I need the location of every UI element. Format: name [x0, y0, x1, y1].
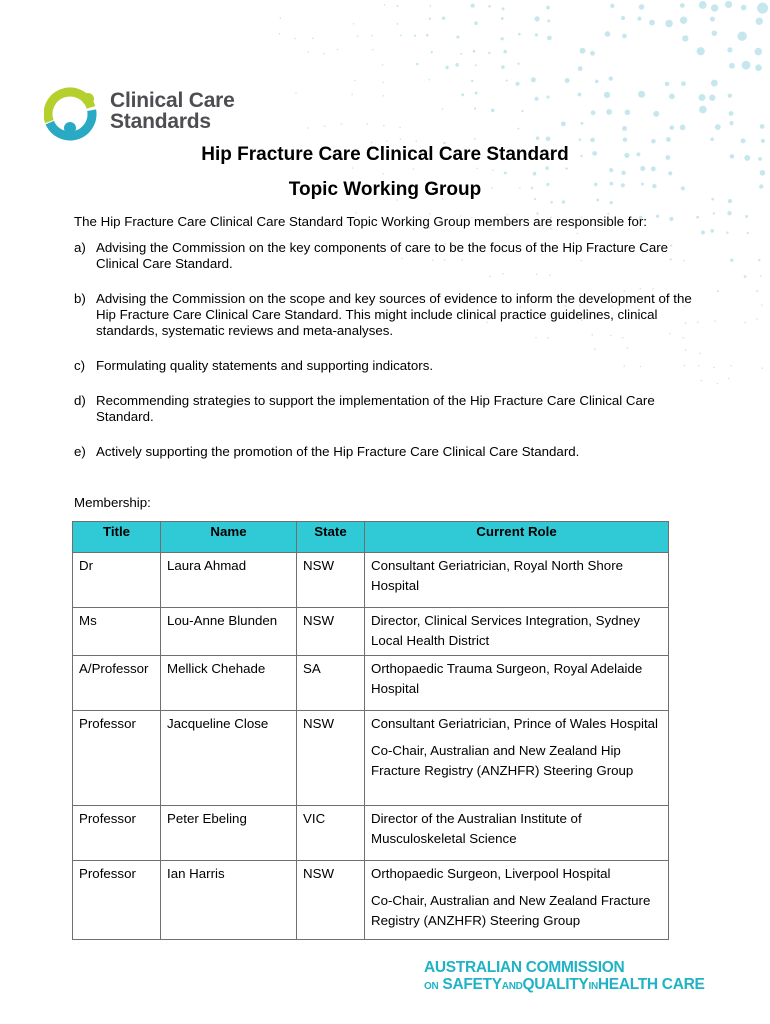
membership-table — [72, 521, 669, 940]
commission-logo — [424, 960, 724, 995]
commission-logo-line1: AUSTRALIAN COMMISSION — [424, 959, 625, 976]
cell-title: Professor — [73, 806, 161, 861]
role-text: Director, Clinical Services Integration, Sydney Local Health District — [371, 613, 641, 648]
list-marker: d) — [74, 393, 86, 408]
list-item-text: Actively supporting the promotion of the Hip Fracture Care Clinical Care Standard. — [96, 444, 580, 459]
cell-state: VIC — [297, 806, 365, 861]
logo-text-line2: Standards — [110, 110, 211, 133]
list-item — [74, 291, 704, 339]
logo-text-line1: Clinical Care — [110, 89, 235, 112]
role-text: Consultant Geriatrician, Royal North Shore Hospital — [371, 558, 624, 593]
table-row — [73, 861, 669, 940]
column-header-state: State — [297, 522, 365, 553]
role-text: Co-Chair, Australian and New Zealand Fracture Registry (ANZHFR) Steering Group — [371, 893, 651, 928]
responsibilities-list — [74, 240, 704, 460]
table-row — [73, 711, 669, 806]
list-marker: e) — [74, 444, 86, 459]
cell-name: Lou-Anne Blunden — [161, 608, 297, 656]
list-marker: a) — [74, 240, 86, 255]
page-subtitle: Topic Working Group — [288, 179, 482, 200]
cell-current-role — [365, 711, 669, 806]
cell-state: NSW — [297, 608, 365, 656]
role-text: Consultant Geriatrician, Prince of Wales Hospital — [371, 716, 658, 731]
cell-title: Dr — [73, 553, 161, 608]
cell-title: Ms — [73, 608, 161, 656]
list-marker: b) — [74, 291, 86, 306]
list-item — [74, 444, 704, 460]
membership-label: Membership: — [74, 495, 151, 510]
column-header-title: Title — [73, 522, 161, 553]
role-text: Director of the Australian Institute of Musculoskeletal Science — [371, 811, 582, 846]
cell-name: Laura Ahmad — [161, 553, 297, 608]
table-row — [73, 608, 669, 656]
cell-state: NSW — [297, 861, 365, 940]
list-item-text: Recommending strategies to support the implementation of the Hip Fracture Care Clinical Care Standard. — [96, 393, 655, 424]
cell-current-role — [365, 806, 669, 861]
table-header-row — [73, 522, 669, 553]
cell-name: Mellick Chehade — [161, 656, 297, 711]
page-title: Hip Fracture Care Clinical Care Standard — [201, 144, 569, 165]
cell-name: Peter Ebeling — [161, 806, 297, 861]
cell-current-role — [365, 608, 669, 656]
cell-current-role — [365, 656, 669, 711]
list-item-text: Advising the Commission on the key components of care to be the focus of the Hip Fracture Care Clinical Care Standard. — [96, 240, 669, 271]
column-header-current-role: Current Role — [365, 522, 669, 553]
cell-title: Professor — [73, 861, 161, 940]
role-text: Orthopaedic Surgeon, Liverpool Hospital — [371, 866, 611, 881]
commission-logo-line2: ON SAFETYANDQUALITYINHEALTH CARE — [424, 976, 705, 993]
table-row — [73, 553, 669, 608]
clinical-care-standards-logo — [44, 84, 254, 144]
table-row — [73, 656, 669, 711]
list-item — [74, 358, 704, 374]
logo-circles-icon — [44, 84, 104, 144]
cell-current-role — [365, 553, 669, 608]
list-item-text: Advising the Commission on the scope and key sources of evidence to inform the development of the Hip Fracture Care Clinical Care Standard. This might include clinical practice guidelines, clinical standards, systematic reviews and meta-analyses. — [96, 291, 692, 338]
list-item-text: Formulating quality statements and supporting indicators. — [96, 358, 434, 373]
list-item — [74, 240, 704, 272]
role-text: Co-Chair, Australian and New Zealand Hip Fracture Registry (ANZHFR) Steering Group — [371, 743, 634, 778]
cell-title: Professor — [73, 711, 161, 806]
list-item — [74, 393, 704, 425]
table-row — [73, 806, 669, 861]
cell-current-role — [365, 861, 669, 940]
logo-wordmark — [110, 90, 235, 132]
cell-name: Jacqueline Close — [161, 711, 297, 806]
role-text: Orthopaedic Trauma Surgeon, Royal Adelaide Hospital — [371, 661, 643, 696]
cell-state: SA — [297, 656, 365, 711]
intro-paragraph: The Hip Fracture Care Clinical Care Standard Topic Working Group members are responsible for: — [74, 214, 647, 229]
cell-state: NSW — [297, 553, 365, 608]
list-marker: c) — [74, 358, 86, 373]
cell-name: Ian Harris — [161, 861, 297, 940]
cell-title: A/Professor — [73, 656, 161, 711]
cell-state: NSW — [297, 711, 365, 806]
column-header-name: Name — [161, 522, 297, 553]
